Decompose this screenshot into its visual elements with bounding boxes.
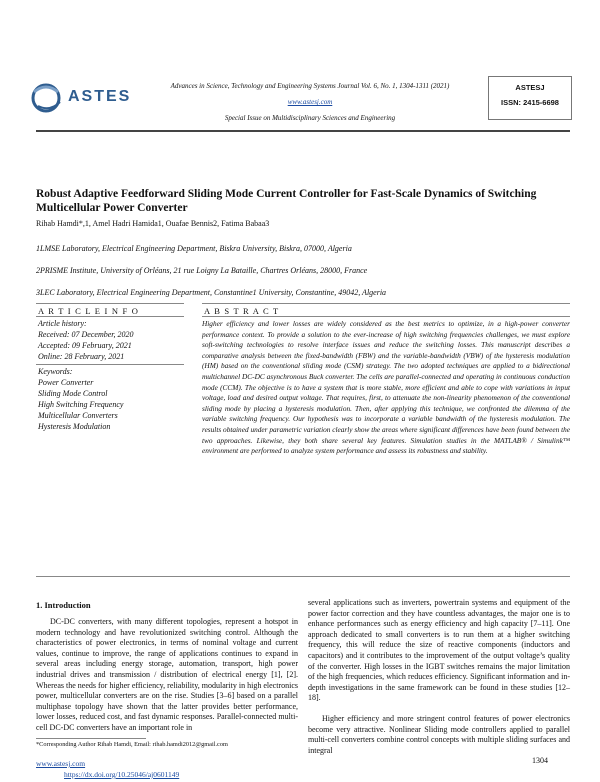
intro-paragraph: Higher efficiency and more stringent control features of power electronics become very attractive. Nonlinear Sliding mode controllers applied to parallel multi-cell converters combine control concepts with multiple sliding surfaces and integral	[308, 713, 570, 755]
special-issue: Special Issue on Multidisciplinary Sciences and Engineering	[224, 114, 396, 122]
doi-link[interactable]: https://dx.doi.org/10.25046/aj0601149	[64, 770, 180, 779]
history-label: Article history:	[38, 319, 87, 328]
corresponding-author-footnote: *Corresponding Author Rihab Hamdi, Email: rihab.hamdi2012@gmail.com	[36, 741, 228, 748]
issn: ISSN: 2415-6698	[501, 98, 559, 107]
abstract-heading-rule	[202, 316, 570, 317]
accepted-date: Accepted: 09 February, 2021	[38, 341, 132, 350]
astes-logo	[28, 78, 138, 118]
logo-text: ASTES	[68, 88, 132, 105]
keywords-block	[36, 366, 184, 432]
section-heading-introduction: 1. Introduction	[36, 600, 91, 610]
online-date: Online: 28 February, 2021	[38, 352, 125, 361]
journal-line: Advances in Science, Technology and Engineering Systems Journal Vol. 6, No. 1, 1304-1311 (2021)	[170, 82, 450, 90]
abstract-top-rule	[202, 303, 570, 304]
intro-left-column	[36, 617, 298, 734]
keyword: Multicellular Converters	[38, 411, 118, 420]
abstract-text: Higher efficiency and lower losses are widely considered as the best metrics to optimize, in a high-power converter performance context. To provide a solution to the ever-increase of high switching frequencies challenges, we must explore soft-switching technologies to resolve interface issues and reduce the switching losses. This manuscript describes a comparative analysis between the fixed-bandwidth (FBW) and the variable-bandwidth (VBW) of the hysteresis modulation (HM) based on the conventional sliding mode (CSM) strategy. The two adopted techniques are applied to a bidirectional multichannel DC-DC asynchronous Buck converter. The cells are parallel-connected and operating in continuous conduction mode (CCM). The objective is to have a system that is more stable, more efficient and able to cope with variations in input voltage, load and desired output voltage. That requires, first, to attenuate the non-linearity phenomenon of the conventional sliding mode by placing a hysteresis modulation. Then, after applying this technique, we confronted the dilemma of the variable switching frequency. Our hypothesis was to incorporate a variable bandwidth of the hysteresis modulation. The results obtained under parametric variation clearly show the areas where significant differences have been found between the two approaches. Likewise, they both share several key features. Simulation studies in the MATLAB® / Simulink™ environment are performed to analyze system performance and assess its robustness and stability.	[202, 319, 570, 456]
keywords-label: Keywords:	[38, 367, 73, 376]
affiliation-3: 3LEC Laboratory, Electrical Engineering Department, Constantine1 University, Constantine, 49042, Algeria	[36, 288, 387, 297]
info-heading-rule	[36, 316, 184, 317]
affiliation-2: 2PRISME Institute, University of Orléans, 21 rue Loigny La Bataille, Chartres Orléans, 28000, France	[36, 266, 368, 275]
keywords-rule	[36, 364, 184, 365]
journal-issn-box	[488, 76, 572, 120]
article-history	[36, 318, 184, 362]
intro-right-column	[308, 598, 570, 756]
keyword: Sliding Mode Control	[38, 389, 108, 398]
footer-site-link[interactable]: www.astesj.com	[36, 759, 86, 768]
logo-globe-icon	[28, 78, 68, 118]
intro-paragraph: DC-DC converters, with many different topologies, represent a hotspot in modern technology and have revolutionized switching control. Although the characteristics of power electronics, in terms of nominal voltage and current values, continue to improve, the range of applications continues to expand in several areas including energy storage, automation, transport, high power industrial drives and transmission / distribution of electrical energy [1], [2]. Whereas the needs for higher efficiency, reliability, modularity in high electronics power, multicellular converters are on the rise. Studies [3–6] based on a parallel multiphase topology have shown that the latter provides better performance, lower losses, reduced cost, and fast dynamic responses. Parallel-connected multi-cell DC-DC converters have an important role in	[36, 617, 298, 732]
keyword: Hysteresis Modulation	[38, 422, 111, 431]
header-rule	[36, 130, 570, 132]
affiliation-1: 1LMSE Laboratory, Electrical Engineering Department, Biskra University, Biskra, 07000, Algeria	[36, 244, 352, 253]
journal-url-link[interactable]: www.astesj.com	[287, 98, 333, 106]
paper-title: Robust Adaptive Feedforward Sliding Mode Current Controller for Fast-Scale Dynamics of Switching Multicellular Power Converter	[36, 188, 537, 214]
abstract-bottom-rule	[36, 576, 570, 577]
received-date: Received: 07 December, 2020	[38, 330, 134, 339]
journal-abbrev: ASTESJ	[515, 83, 545, 92]
keyword: Power Converter	[38, 378, 94, 387]
footnote-rule	[36, 738, 146, 739]
abstract-heading: A B S T R A C T	[204, 306, 280, 316]
article-info-heading: A R T I C L E I N F O	[38, 306, 140, 316]
info-top-rule	[36, 303, 184, 304]
intro-paragraph: several applications such as inverters, powertrain systems and equipment of the power factor correction and they have countless advantages, the major one is to enhance performances such as energy efficiency and high capacity [7–11]. One approach dedicated to small converters is to run them at a higher switching frequency, this will reduce the size of reactive components (inductors and capacitors) and it contributes to the improvement of the output voltage’s quality of the converter. High losses in the IGBT switches remains the major limitation of the high frequencies, which reduces efficiency. Significant information and in-depth investigations in the same framework can be found in these studies [12–18].	[308, 598, 570, 703]
keyword: High Switching Frequency	[38, 400, 124, 409]
authors: Rihab Hamdi*,1, Amel Hadri Hamida1, Ouafae Bennis2, Fatima Babaa3	[36, 219, 270, 228]
page-number: 1304	[532, 756, 548, 765]
journal-header	[140, 78, 480, 126]
